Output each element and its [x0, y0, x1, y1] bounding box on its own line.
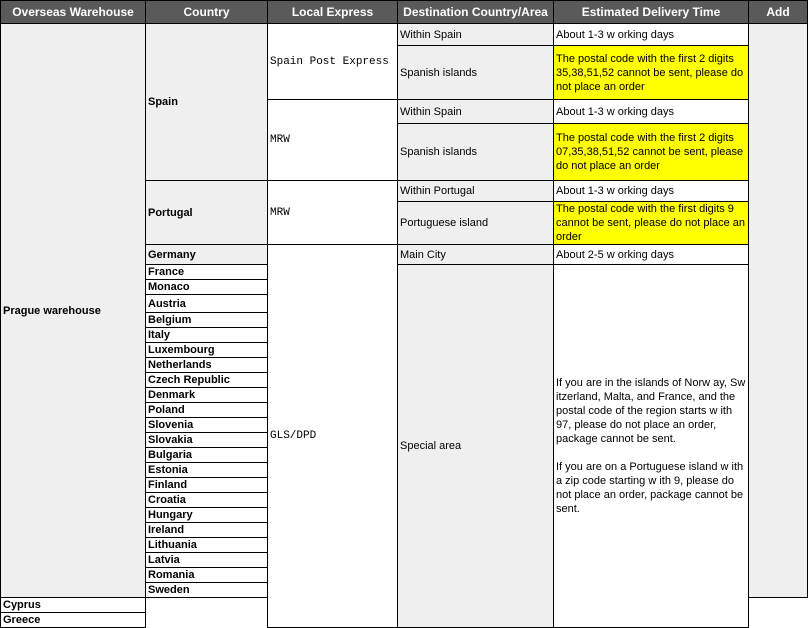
header-destination: Destination Country/Area — [398, 1, 554, 24]
country-cell: Latvia — [146, 553, 268, 568]
country-cell: Hungary — [146, 508, 268, 523]
destination-cell: Within Spain — [398, 100, 554, 124]
restriction-note-cell: The postal code with the first 2 digits 07,35,38,51,52 cannot be sent, please do not place an order — [554, 124, 749, 181]
special-area-note-cell — [554, 265, 749, 628]
country-cell: Germany — [146, 245, 268, 265]
country-cell: Cyprus — [1, 598, 146, 613]
country-cell: Greece — [1, 613, 146, 628]
country-cell: Lithuania — [146, 538, 268, 553]
delivery-time-cell: About 1-3 w orking days — [554, 100, 749, 124]
delivery-time-cell: About 1-3 w orking days — [554, 24, 749, 46]
country-cell: Denmark — [146, 388, 268, 403]
country-cell: Austria — [146, 295, 268, 313]
header-warehouse: Overseas Warehouse — [1, 1, 146, 24]
express-cell-spain-post: Spain Post Express — [268, 24, 398, 100]
special-note-2: If you are on a Portuguese island w ith a zip code starting w ith 9, please do not place an order, package cannot be sent. — [556, 461, 744, 515]
country-cell: Romania — [146, 568, 268, 583]
country-cell: Poland — [146, 403, 268, 418]
table-row — [1, 24, 808, 46]
header-row — [1, 1, 808, 24]
express-cell-mrw: MRW — [268, 100, 398, 181]
country-cell-spain: Spain — [146, 24, 268, 181]
destination-cell: Portuguese island — [398, 202, 554, 245]
header-express: Local Express — [268, 1, 398, 24]
restriction-note-cell: The postal code with the first 2 digits 35,38,51,52 cannot be sent, please do not place an order — [554, 46, 749, 100]
country-cell: France — [146, 265, 268, 280]
destination-cell: Spanish islands — [398, 124, 554, 181]
country-cell: Ireland — [146, 523, 268, 538]
country-cell: Estonia — [146, 463, 268, 478]
special-note-1: If you are in the islands of Norw ay, Sw itzerland, Malta, and France, and the postal code of the region starts w ith 97, please do not place an order, package cannot be sent. — [556, 377, 746, 445]
country-cell: Finland — [146, 478, 268, 493]
destination-cell-special: Special area — [398, 265, 554, 628]
country-cell: Belgium — [146, 313, 268, 328]
warehouse-cell: Prague warehouse — [1, 24, 146, 598]
country-cell: Sweden — [146, 583, 268, 598]
header-add: Add — [749, 1, 808, 24]
restriction-note-cell: The postal code with the first digits 9 cannot be sent, please do not place an order — [554, 202, 749, 245]
country-cell-portugal: Portugal — [146, 181, 268, 245]
destination-cell: Spanish islands — [398, 46, 554, 100]
country-cell: Luxembourg — [146, 343, 268, 358]
country-cell: Croatia — [146, 493, 268, 508]
delivery-time-cell: About 2-5 w orking days — [554, 245, 749, 265]
destination-cell: Within Portugal — [398, 181, 554, 202]
delivery-time-cell: About 1-3 w orking days — [554, 181, 749, 202]
country-cell: Czech Republic — [146, 373, 268, 388]
destination-cell: Within Spain — [398, 24, 554, 46]
country-cell: Italy — [146, 328, 268, 343]
country-cell: Bulgaria — [146, 448, 268, 463]
express-cell-gls-dpd: GLS/DPD — [268, 245, 398, 628]
country-cell: Netherlands — [146, 358, 268, 373]
country-cell: Slovakia — [146, 433, 268, 448]
express-cell-mrw-portugal: MRW — [268, 181, 398, 245]
header-delivery-time: Estimated Delivery Time — [554, 1, 749, 24]
country-cell: Slovenia — [146, 418, 268, 433]
destination-cell: Main City — [398, 245, 554, 265]
country-cell: Monaco — [146, 280, 268, 295]
add-cell[interactable] — [749, 24, 808, 598]
header-country: Country — [146, 1, 268, 24]
